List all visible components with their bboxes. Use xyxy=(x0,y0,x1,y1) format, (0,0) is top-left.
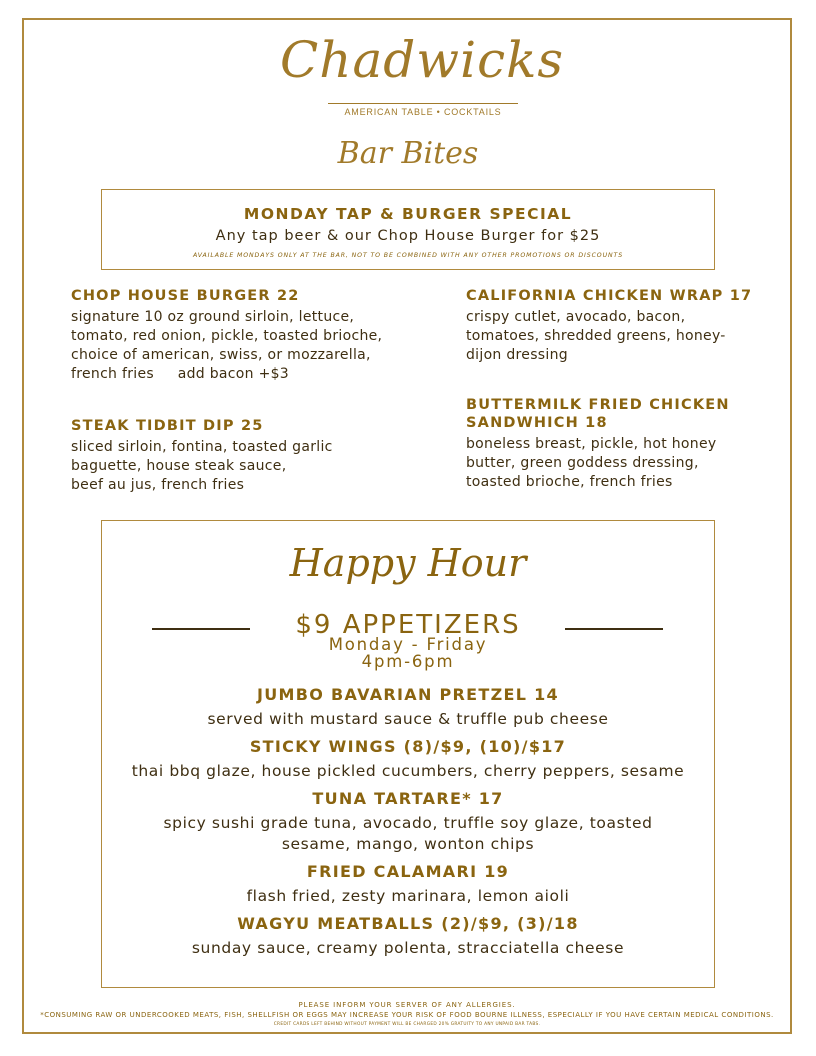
allergy-notice: PLEASE INFORM YOUR SERVER OF ANY ALLERGIES. xyxy=(298,1001,516,1009)
title-line: BUTTERMILK FRIED CHICKEN xyxy=(466,397,730,413)
desc-line: french fries add bacon +$3 xyxy=(71,366,290,382)
list-item xyxy=(101,913,715,959)
menu-item-california-chicken-wrap xyxy=(466,287,776,365)
hh-item-name: JUMBO BAVARIAN PRETZEL 14 xyxy=(257,685,559,704)
desc-line: baguette, house steak sauce, xyxy=(71,458,287,474)
menu-item-description xyxy=(71,308,431,384)
desc-line: choice of american, swiss, or mozzarella, xyxy=(71,347,371,363)
desc-line: signature 10 oz ground sirloin, lettuce, xyxy=(71,309,355,325)
special-description: Any tap beer & our Chop House Burger for $25 xyxy=(215,228,601,244)
hh-item-desc xyxy=(101,813,715,855)
desc-line: toasted brioche, french fries xyxy=(466,474,673,490)
desc-line: sesame, mango, wonton chips xyxy=(281,835,535,853)
list-item xyxy=(101,861,715,907)
menu-item-description xyxy=(71,438,431,495)
hh-item-name: TUNA TARTARE* 17 xyxy=(312,789,504,808)
desc-line: dijon dressing xyxy=(466,347,568,363)
menu-item-steak-tidbit-dip xyxy=(71,417,431,495)
menu-item-title xyxy=(466,396,776,432)
divider-left xyxy=(152,628,250,630)
desc-line: tomatoes, shredded greens, honey- xyxy=(466,328,726,344)
menu-item-chop-house-burger xyxy=(71,287,431,384)
hh-item-name: FRIED CALAMARI 19 xyxy=(306,862,510,881)
raw-food-warning: *CONSUMING RAW OR UNDERCOOKED MEATS, FISH, SHELLFISH OR EGGS MAY INCREASE YOUR RISK OF FOOD BOURNE ILLNESS, ESPECIALLY IF YOU HAVE CERTAIN MEDICAL CONDITIONS. xyxy=(40,1011,774,1019)
desc-line: sliced sirloin, fontina, toasted garlic xyxy=(71,439,333,455)
logo-tagline: AMERICAN TABLE • COCKTAILS xyxy=(344,107,502,117)
section-title-bar-bites: Bar Bites xyxy=(337,136,479,171)
happy-hour-items xyxy=(101,684,715,965)
desc-line: tomato, red onion, pickle, toasted brioche, xyxy=(71,328,383,344)
list-item xyxy=(101,788,715,855)
hh-item-name: WAGYU MEATBALLS (2)/$9, (3)/18 xyxy=(237,914,579,933)
menu-item-title: CALIFORNIA CHICKEN WRAP 17 xyxy=(466,288,753,304)
hh-item-desc: flash fried, zesty marinara, lemon aioli xyxy=(246,887,570,905)
title-line: SANDWHICH 18 xyxy=(466,415,608,431)
happy-hour-script-title: Happy Hour xyxy=(289,541,527,585)
logo-wordmark: Chadwicks xyxy=(280,31,565,89)
desc-line: butter, green goddess dressing, xyxy=(466,455,699,471)
footer-disclaimers xyxy=(22,1000,792,1028)
special-fine-print: AVAILABLE MONDAYS ONLY AT THE BAR, NOT TO BE COMBINED WITH ANY OTHER PROMOTIONS OR DISCOUNTS xyxy=(192,252,624,259)
desc-line: crispy cutlet, avocado, bacon, xyxy=(466,309,686,325)
restaurant-logo xyxy=(280,30,565,122)
happy-hour-hours: 4pm-6pm xyxy=(361,652,455,671)
hh-item-desc: thai bbq glaze, house pickled cucumbers, cherry peppers, sesame xyxy=(131,762,685,780)
list-item xyxy=(101,736,715,782)
menu-item-title: CHOP HOUSE BURGER 22 xyxy=(71,288,300,304)
divider-right xyxy=(565,628,663,630)
list-item xyxy=(101,684,715,730)
desc-line: boneless breast, pickle, hot honey xyxy=(466,436,717,452)
monday-special-box xyxy=(101,189,715,270)
desc-line: spicy sushi grade tuna, avocado, truffle soy glaze, toasted xyxy=(163,814,653,832)
happy-hour-title: $9 APPETIZERS xyxy=(295,610,521,640)
logo-divider xyxy=(328,103,518,104)
desc-line: beef au jus, french fries xyxy=(71,477,245,493)
menu-item-description xyxy=(466,308,776,365)
hh-item-name: STICKY WINGS (8)/$9, (10)/$17 xyxy=(249,737,567,756)
menu-item-description xyxy=(466,435,776,492)
credit-card-notice: CREDIT CARDS LEFT BEHIND WITHOUT PAYMENT WILL BE CHARGED 20% GRATUITY TO ANY UNPAID BAR TABS. xyxy=(273,1022,541,1027)
special-title: MONDAY TAP & BURGER SPECIAL xyxy=(243,205,573,223)
menu-item-buttermilk-fried-chicken-sandwich xyxy=(466,396,776,492)
hh-item-desc: served with mustard sauce & truffle pub cheese xyxy=(207,710,609,728)
menu-item-title: STEAK TIDBIT DIP 25 xyxy=(71,418,264,434)
happy-hour-days: Monday - Friday xyxy=(328,635,488,654)
hh-item-desc: sunday sauce, creamy polenta, stracciatella cheese xyxy=(191,939,625,957)
